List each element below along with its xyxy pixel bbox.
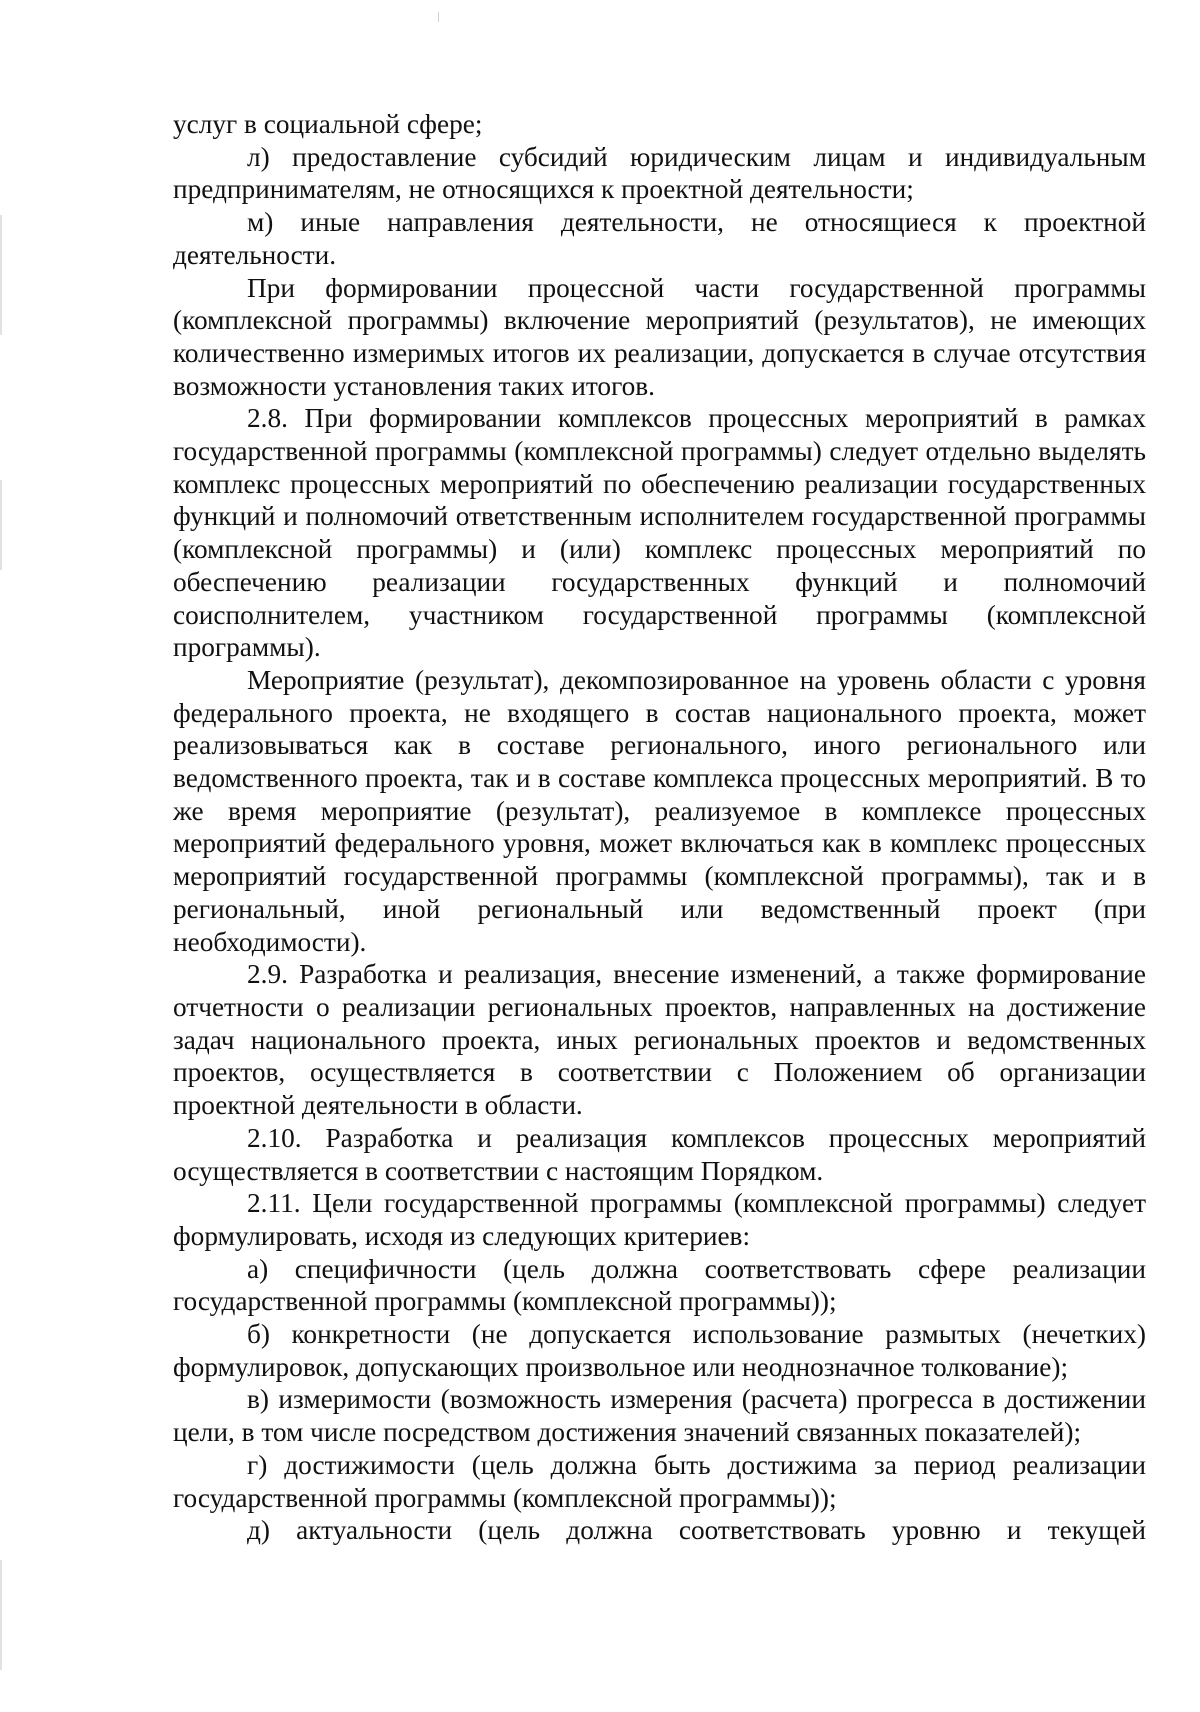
paragraph: 2.10. Разработка и реализация комплексов процессных мероприятий осуществляется в соответствии с настоящим Порядком. <box>173 1122 1146 1186</box>
paragraph: м) иные направления деятельности, не относящиеся к проектной деятельности. <box>173 207 1146 270</box>
paragraph: При формировании процессной части государственной программы (комплексной программы) включение мероприятий (результатов), не имеющих количественно измеримых итогов их реализации, допускается в случае отсутствия возможности установления таких итогов. <box>173 272 1146 401</box>
paragraph: Мероприятие (результат), декомпозированное на уровень области с уровня федерального проекта, не входящего в состав национального проекта, может реализовываться как в составе регионального, иного регионального или ведомственного проекта, так и в составе комплекса процессных мероприятий. В то же время мероприятие (результат), реализуемое в комплексе процессных мероприятий федерального уровня, может включаться как в комплекс процессных мероприятий государственной программы (комплексной программы), так и в региональный, иной региональный или ведомственный проект (при необходимости). <box>173 664 1146 957</box>
paragraph: а) специфичности (цель должна соответствовать сфере реализации государственной программы (комплексной программы)); <box>173 1253 1146 1317</box>
scan-edge-shadow <box>0 215 2 335</box>
paragraph: д) актуальности (цель должна соответствовать уровню и текущей <box>247 1515 1146 1546</box>
scan-mark <box>438 12 439 22</box>
scan-edge-shadow <box>0 1560 2 1670</box>
paragraph: 2.9. Разработка и реализация, внесение изменений, а также формирование отчетности о реализации региональных проектов, направленных на достижение задач национального проекта, иных региональных проектов и ведомственных проектов, осуществляется в соответствии с Положением об организации проектной деятельности в области. <box>173 959 1146 1121</box>
scan-edge-shadow <box>0 480 2 570</box>
paragraph: г) достижимости (цель должна быть достижима за период реализации государственной программы (комплексной программы)); <box>173 1449 1146 1513</box>
paragraph: б) конкретности (не допускается использование размытых (нечетких) формулировок, допускающих произвольное или неоднозначное толкование); <box>173 1319 1146 1382</box>
paragraph: услуг в социальной сфере; <box>173 109 483 139</box>
document-body <box>173 108 1146 1547</box>
paragraph: 2.11. Цели государственной программы (комплексной программы) следует формулировать, исходя из следующих критериев: <box>173 1188 1146 1251</box>
paragraph: л) предоставление субсидий юридическим лицам и индивидуальным предпринимателям, не относящихся к проектной деятельности; <box>173 141 1146 205</box>
paragraph: 2.8. При формировании комплексов процессных мероприятий в рамках государственной программы (комплексной программы) следует отдельно выделять комплекс процессных мероприятий по обеспечению реализации государственных функций и полномочий ответственным исполнителем государственной программы (комплексной программы) и (или) комплекс процессных мероприятий по обеспечению реализации государственных функций и полномочий соисполнителем, участником государственной программы (комплексной программы). <box>173 403 1146 663</box>
paragraph: в) измеримости (возможность измерения (расчета) прогресса в достижении цели, в том числе посредством достижения значений связанных показателей); <box>173 1384 1146 1448</box>
